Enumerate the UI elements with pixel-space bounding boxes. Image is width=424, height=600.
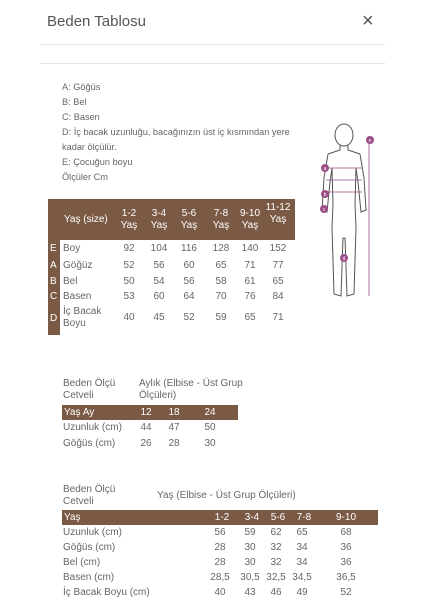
letter-e: E bbox=[50, 243, 57, 254]
age-table-caption: Beden Ölçü Cetveli bbox=[63, 484, 116, 507]
size-col-5: 9-10 Yaş bbox=[239, 208, 260, 231]
modal-header bbox=[0, 0, 424, 44]
size-col-6: 11-12 Yaş bbox=[265, 202, 291, 225]
age-header-label: Yaş bbox=[64, 512, 81, 523]
letter-c: C bbox=[50, 291, 58, 302]
size-table-header bbox=[48, 199, 295, 240]
age-table-header: Yaş 1-2 3-4 5-6 7-8 9-10 bbox=[62, 510, 378, 525]
content-divider bbox=[40, 63, 385, 64]
child-body-figure bbox=[320, 118, 380, 300]
legend-unit: Ölçüler Cm bbox=[62, 172, 108, 182]
monthly-header-label: Yaş Ay bbox=[64, 407, 95, 418]
size-table-header-label: Yaş (size) bbox=[64, 214, 108, 225]
marker-c-label: c bbox=[322, 207, 326, 213]
measurement-legend bbox=[62, 80, 302, 185]
marker-a-label: a bbox=[323, 166, 327, 172]
marker-b-label: b bbox=[323, 192, 327, 198]
header-divider bbox=[40, 44, 385, 45]
letter-b: B bbox=[50, 276, 57, 287]
size-table-letter-column bbox=[48, 240, 60, 335]
monthly-table-subtitle: Aylık (Elbise - Üst Grup Ölçüleri) bbox=[139, 378, 243, 401]
legend-b: B: Bel bbox=[62, 97, 87, 107]
legend-e: E: Çocuğun boyu bbox=[62, 157, 133, 167]
legend-d: D: İç bacak uzunluğu, bacağınızın üst iç kısmından yere kadar ölçülür. bbox=[62, 127, 290, 152]
size-col-3: 5-6 Yaş bbox=[180, 208, 198, 231]
monthly-table-caption: Beden Ölçü Cetveli bbox=[63, 378, 116, 401]
marker-e-label: e bbox=[368, 138, 372, 144]
letter-d: D bbox=[50, 313, 58, 324]
legend-a: A: Göğüs bbox=[62, 82, 101, 92]
legend-c: C: Basen bbox=[62, 112, 100, 122]
close-icon[interactable]: × bbox=[362, 10, 374, 32]
size-col-4: 7-8 Yaş bbox=[212, 208, 230, 231]
marker-d-label: d bbox=[342, 256, 346, 262]
size-col-1: 1-2 Yaş bbox=[120, 208, 138, 231]
age-table-subtitle: Yaş (Elbise - Üst Grup Ölçüleri) bbox=[157, 490, 296, 501]
letter-a: A bbox=[50, 260, 57, 271]
modal-title: Beden Tablosu bbox=[47, 13, 146, 30]
size-col-2: 3-4 Yaş bbox=[150, 208, 168, 231]
monthly-table-header: Yaş Ay 12 18 24 bbox=[62, 405, 238, 420]
